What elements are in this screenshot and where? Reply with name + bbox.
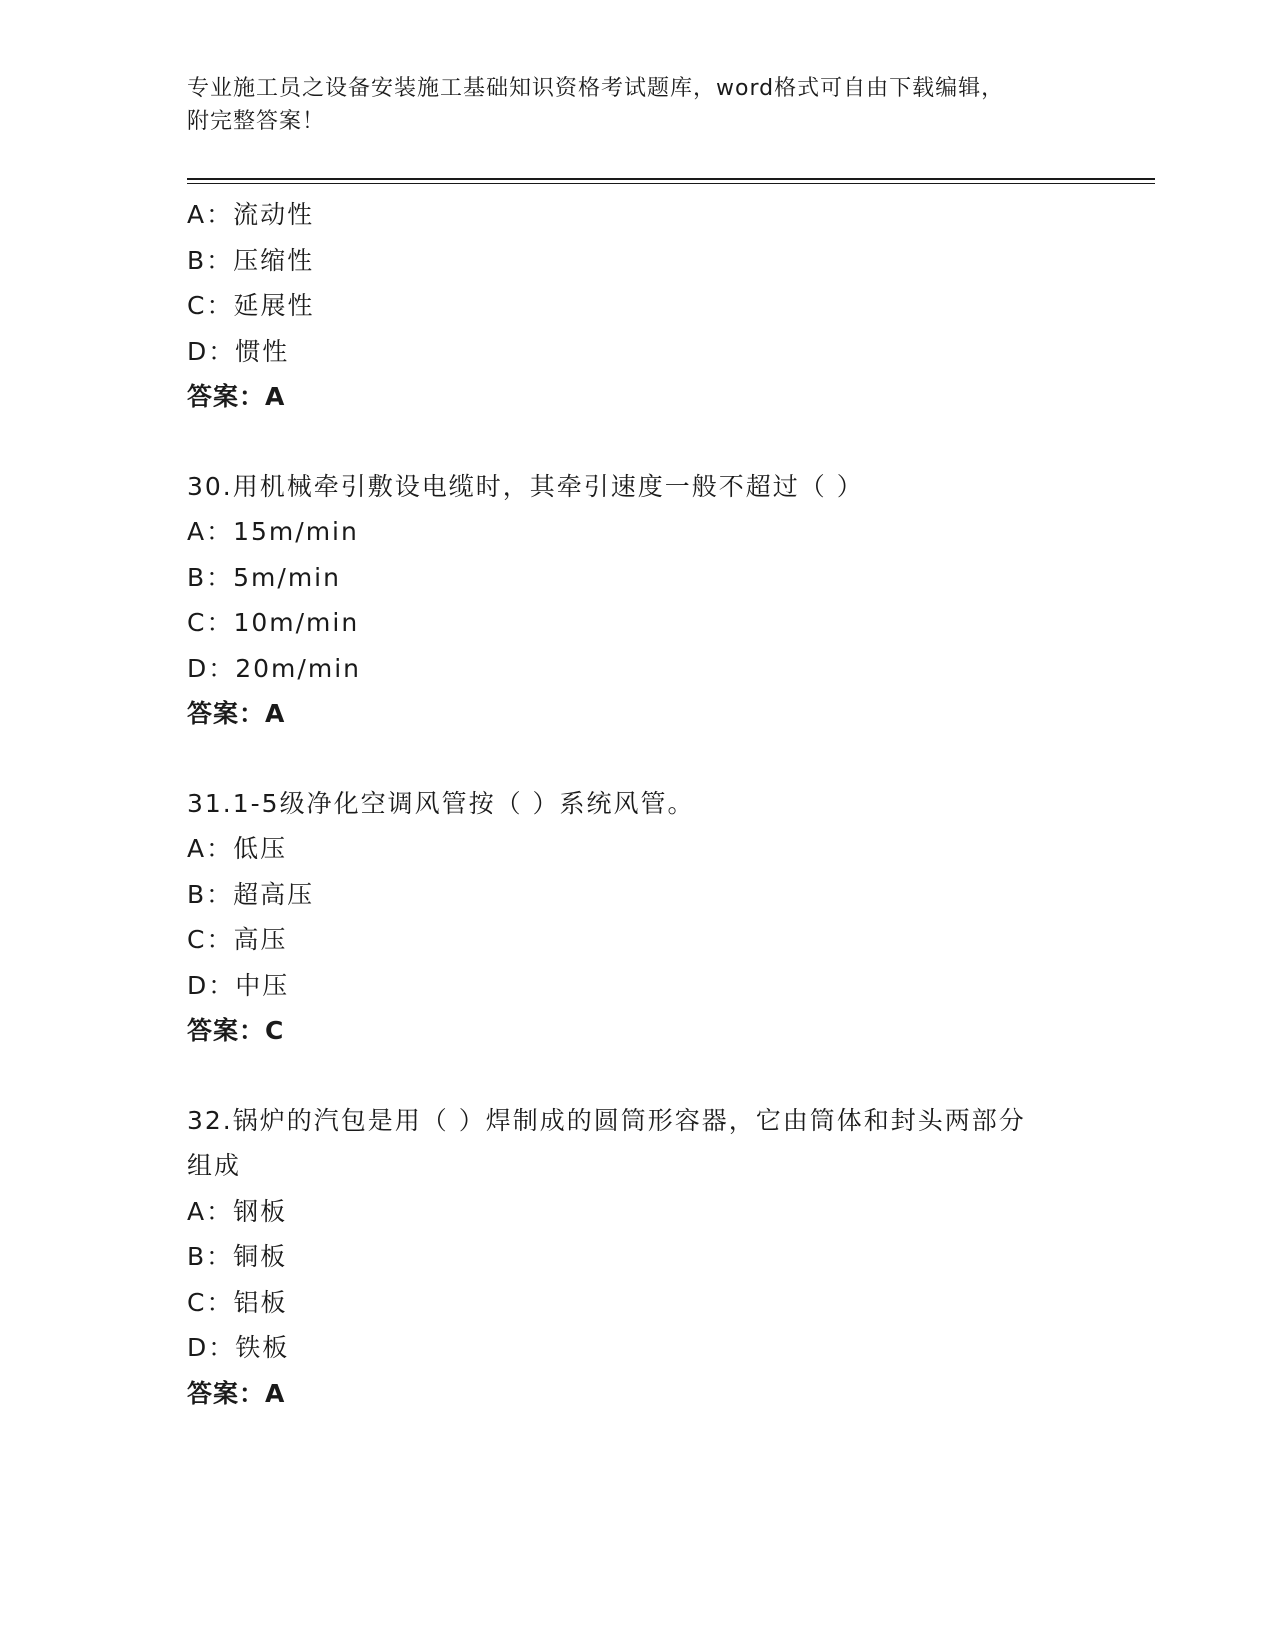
question-text: 32.锅炉的汽包是用（ ）焊制成的圆筒形容器，它由筒体和封头两部分组成: [187, 1105, 1026, 1180]
option-c: C：延展性: [187, 291, 315, 320]
question-list: [187, 192, 1087, 1416]
question-text: 30.用机械牵引敷设电缆时，其牵引速度一般不超过（ ）: [187, 471, 864, 501]
question-text: 31.1-5级净化空调风管按（ ）系统风管。: [187, 788, 695, 818]
option-d: D：铁板: [187, 1333, 290, 1362]
option-b: B：铜板: [187, 1242, 288, 1271]
option-a: A：钢板: [187, 1196, 288, 1226]
option-c: C：高压: [187, 925, 288, 954]
question-block: [187, 464, 1087, 737]
answer-line: 答案：A: [187, 1378, 286, 1408]
header-divider-thin: [187, 183, 1155, 184]
option-a: A：低压: [187, 834, 288, 863]
option-c: C：铝板: [187, 1287, 288, 1317]
question-block: [187, 781, 1087, 1054]
answer-line: 答案：A: [187, 699, 286, 728]
option-d: D：惯性: [187, 336, 290, 366]
option-d: D：中压: [187, 970, 290, 1000]
question-block: [187, 1098, 1087, 1417]
option-a: A：流动性: [187, 200, 315, 229]
header-line-2: 附完整答案！: [187, 109, 326, 134]
option-b: B：超高压: [187, 879, 315, 909]
option-a: A：15m/min: [187, 517, 359, 546]
question-block: [187, 192, 1087, 420]
answer-line: 答案：C: [187, 1016, 285, 1045]
page-header: [187, 72, 1087, 138]
option-b: B：5m/min: [187, 562, 341, 592]
option-d: D：20m/min: [187, 653, 361, 683]
header-divider-thick: [187, 178, 1155, 180]
header-line-1: 专业施工员之设备安装施工基础知识资格考试题库，word格式可自由下载编辑，: [187, 76, 1005, 101]
option-c: C：10m/min: [187, 608, 360, 637]
answer-line: 答案：A: [187, 382, 286, 411]
option-b: B：压缩性: [187, 245, 315, 275]
